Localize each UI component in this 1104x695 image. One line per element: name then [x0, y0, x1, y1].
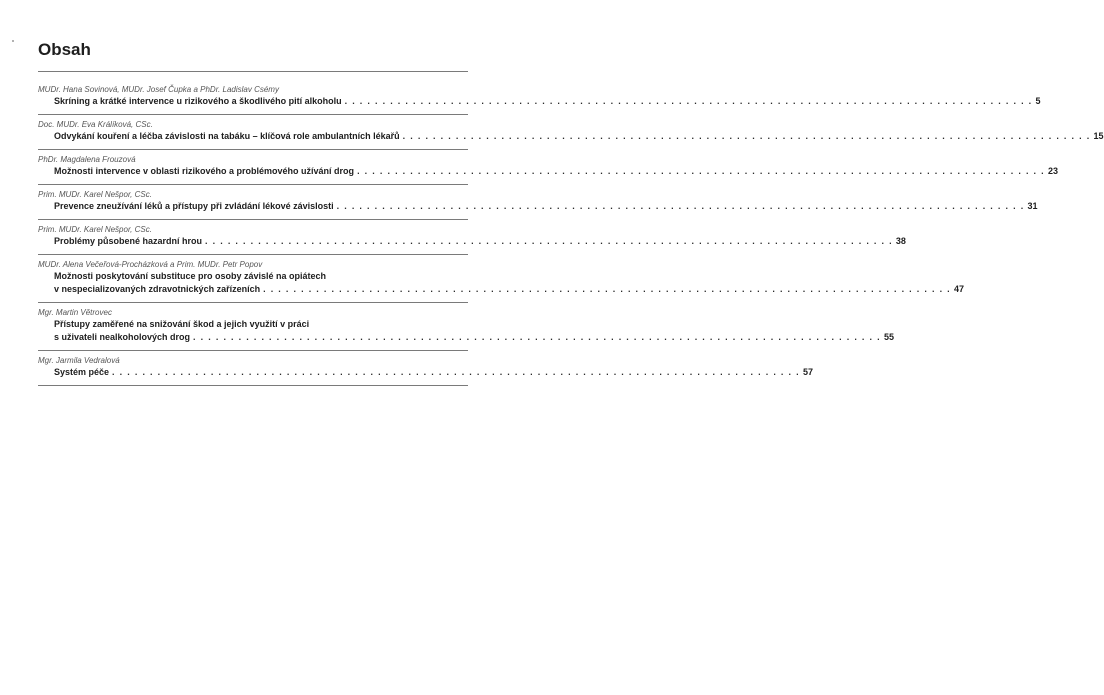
toc-author: Mgr. Martin Větrovec — [38, 308, 112, 317]
toc-title-line — [54, 165, 1058, 178]
toc-author: Prim. MUDr. Karel Nešpor, CSc. — [38, 225, 152, 234]
toc-leader-dots: . . . . . . . . . . . . . . . . . . . . . . . . . . . . . . . . . . . . . . . . . . . . . . . . . . . . . . . . . . . . . . . . . . . . . . . . . . . . . . . . . . . . . . . . . . . — [344, 96, 1033, 106]
toc-title: Skríning a krátké intervence u rizikového a škodlivého pití alkoholu — [54, 96, 342, 106]
entry-divider — [38, 302, 468, 303]
toc-author: PhDr. Magdalena Frouzová — [38, 155, 136, 164]
toc-leader-dots: . . . . . . . . . . . . . . . . . . . . . . . . . . . . . . . . . . . . . . . . . . . . . . . . . . . . . . . . . . . . . . . . . . . . . . . . . . . . . . . . . . . . . . . . . . . — [112, 367, 800, 377]
toc-entry[interactable] — [38, 154, 1058, 178]
toc-page-number: 55 — [883, 332, 894, 342]
toc-page-number: 47 — [953, 284, 964, 294]
toc-title-line — [54, 130, 1104, 143]
entry-divider — [38, 254, 468, 255]
toc-entry[interactable] — [38, 259, 964, 296]
toc-entry[interactable] — [38, 119, 1104, 143]
entry-divider — [38, 114, 468, 115]
toc-title: Problémy působené hazardní hrou — [54, 236, 203, 246]
toc-title-line — [54, 331, 894, 344]
toc-title: Systém péče — [54, 367, 110, 377]
toc-title-line — [54, 283, 964, 296]
toc-title: Možnosti intervence v oblasti rizikového a problémového užívání drog — [54, 166, 355, 176]
toc-leader-dots: . . . . . . . . . . . . . . . . . . . . . . . . . . . . . . . . . . . . . . . . . . . . . . . . . . . . . . . . . . . . . . . . . . . . . . . . . . . . . . . . . . . . . . . . . . . — [263, 284, 951, 294]
toc-title-line — [54, 366, 813, 379]
title-rule — [38, 71, 468, 72]
toc-leader-dots: . . . . . . . . . . . . . . . . . . . . . . . . . . . . . . . . . . . . . . . . . . . . . . . . . . . . . . . . . . . . . . . . . . . . . . . . . . . . . . . . . . . . . . . . . . . — [357, 166, 1045, 176]
toc-entry[interactable] — [38, 224, 906, 248]
toc-title: Prevence zneužívání léků a přístupy při zvládání lékové závislosti — [54, 201, 334, 211]
toc-leader-dots: . . . . . . . . . . . . . . . . . . . . . . . . . . . . . . . . . . . . . . . . . . . . . . . . . . . . . . . . . . . . . . . . . . . . . . . . . . . . . . . . . . . . . . . . . . . — [193, 332, 881, 342]
toc-title: Možnosti poskytování substituce pro osoby závislé na opiátech — [54, 271, 327, 281]
entry-divider — [38, 149, 468, 150]
toc-author: Prim. MUDr. Karel Nešpor, CSc. — [38, 190, 152, 199]
toc-title-line — [54, 318, 468, 331]
toc-entry[interactable] — [38, 189, 1038, 213]
entry-divider — [38, 385, 468, 386]
toc-entry[interactable] — [38, 355, 813, 379]
toc-entry[interactable] — [38, 84, 1041, 108]
table-of-contents — [38, 84, 1104, 386]
toc-title-line — [54, 235, 906, 248]
toc-page-number: 31 — [1027, 201, 1038, 211]
toc-title-line — [54, 95, 1041, 108]
toc-page-number: 57 — [802, 367, 813, 377]
toc-leader-dots: . . . . . . . . . . . . . . . . . . . . . . . . . . . . . . . . . . . . . . . . . . . . . . . . . . . . . . . . . . . . . . . . . . . . . . . . . . . . . . . . . . . . . . . . . . . — [205, 236, 893, 246]
toc-leader-dots: . . . . . . . . . . . . . . . . . . . . . . . . . . . . . . . . . . . . . . . . . . . . . . . . . . . . . . . . . . . . . . . . . . . . . . . . . . . . . . . . . . . . . . . . . . . — [402, 131, 1091, 141]
toc-title-line — [54, 270, 468, 283]
toc-entry[interactable] — [38, 307, 894, 344]
toc-leader-dots: . . . . . . . . . . . . . . . . . . . . . . . . . . . . . . . . . . . . . . . . . . . . . . . . . . . . . . . . . . . . . . . . . . . . . . . . . . . . . . . . . . . . . . . . . . . — [336, 201, 1025, 211]
toc-page-number: 38 — [895, 236, 906, 246]
entry-divider — [38, 184, 468, 185]
toc-title-continued: v nespecializovaných zdravotnických zařízeních — [54, 284, 261, 294]
toc-author: MUDr. Alena Večeřová-Procházková a Prim. MUDr. Petr Popov — [38, 260, 263, 269]
toc-author: MUDr. Hana Sovinová, MUDr. Josef Čupka a PhDr. Ladislav Csémy — [38, 85, 279, 94]
entry-divider — [38, 350, 468, 351]
page-mark — [12, 40, 14, 42]
toc-page-number: 23 — [1047, 166, 1058, 176]
page-title: Obsah — [38, 40, 91, 59]
toc-author: Mgr. Jarmila Vedralová — [38, 356, 120, 365]
entry-divider — [38, 219, 468, 220]
toc-title: Odvykání kouření a léčba závislosti na tabáku – klíčová role ambulantních lékařů — [54, 131, 400, 141]
toc-page-number: 5 — [1035, 96, 1041, 106]
toc-title: Přístupy zaměřené na snižování škod a jejich využití v práci — [54, 319, 310, 329]
toc-title-continued: s uživateli nealkoholových drog — [54, 332, 191, 342]
toc-title-line — [54, 200, 1038, 213]
toc-author: Doc. MUDr. Eva Králíková, CSc. — [38, 120, 153, 129]
toc-page-number: 15 — [1093, 131, 1104, 141]
